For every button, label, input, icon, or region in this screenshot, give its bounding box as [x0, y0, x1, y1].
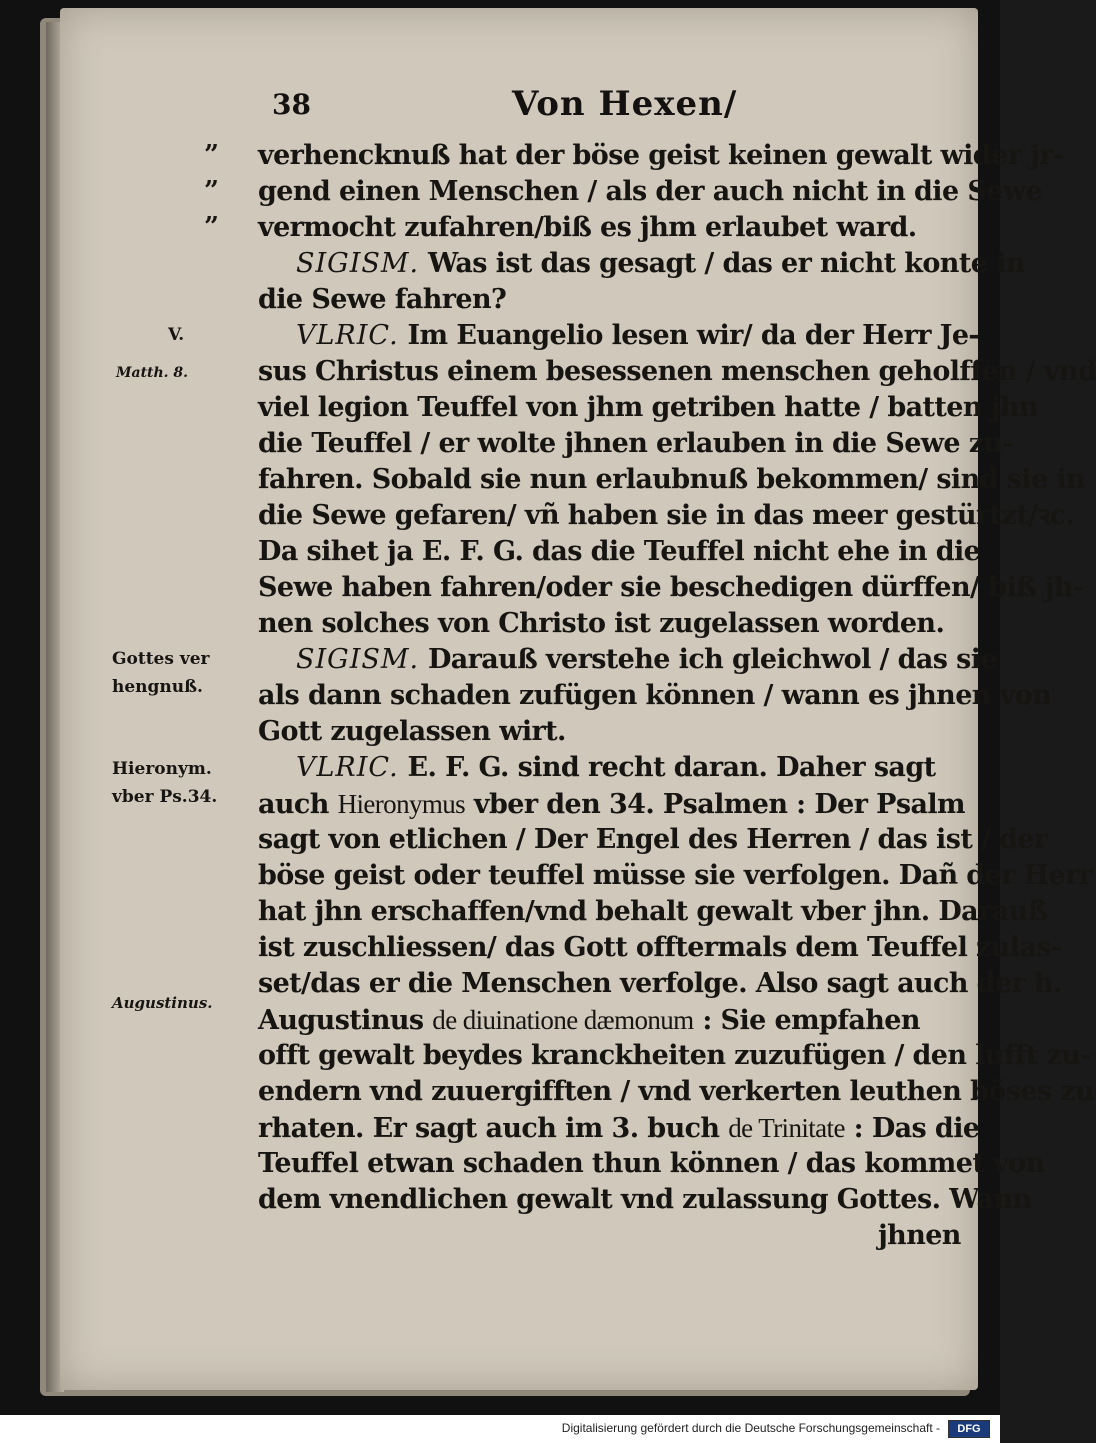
text-line: gend einen Menschen / als der auch nicht in die Sewe [258, 176, 1043, 207]
text-line [296, 750, 996, 786]
text-line: sagt von etlichen / Der Engel des Herren / das ist / der [258, 824, 1048, 855]
text-line: die Sewe gefaren/ vñ haben sie in das meer gestürtzt/ꝛc. [258, 500, 1075, 531]
margin-note-gottes-1: Gottes ver [112, 649, 210, 669]
text-line: sus Christus einem besessenen menschen geholffen / vnd [258, 356, 1096, 387]
footer-bar [0, 1415, 1000, 1443]
line-text: Augustinus [258, 1005, 424, 1036]
text-line: böse geist oder teuffel müsse sie verfolgen. Dañ der Herr [258, 860, 1093, 891]
speaker-sigism: SIGISM. [296, 644, 420, 675]
text-line: Teuffel etwan schaden thun können / das kommet von [258, 1148, 1045, 1179]
text-line [258, 786, 965, 822]
text-line: hat jhn erschaffen/vnd behalt gewalt vber jhn. Darauß [258, 896, 1048, 927]
quote-mark: ” [204, 176, 219, 206]
text-line: dem vnendlichen gewalt vnd zulassung Gottes. Wann [258, 1184, 1032, 1215]
text-line: set/das er die Menschen verfolge. Also sagt auch der h. [258, 968, 1062, 999]
text-line: die Sewe fahren? [258, 284, 507, 315]
text-line: als dann schaden zufügen können / wann es jhnen von [258, 680, 1052, 711]
margin-note-hieronym-2: vber Ps.34. [112, 787, 218, 807]
page-number: 38 [272, 88, 311, 121]
latin-text: de diuinatione dæmonum [432, 1005, 694, 1035]
catchword: jhnen [878, 1220, 961, 1251]
text-line [258, 1110, 980, 1146]
line-text: Was ist das gesagt / das er nicht konte in [427, 248, 1025, 279]
text-line: nen solches von Christo ist zugelassen worden. [258, 608, 945, 639]
margin-note-augustinus: Augustinus. [112, 994, 213, 1012]
line-text: : Das die [853, 1113, 980, 1144]
text-line: Sewe haben fahren/oder sie beschedigen dürffen/ biß jh- [258, 572, 1084, 603]
line-text: vber den 34. Psalmen : Der Psalm [473, 789, 965, 820]
quote-mark: ” [204, 140, 219, 170]
text-line [296, 318, 996, 354]
line-text: Im Euangelio lesen wir/ da der Herr Je- [407, 320, 980, 351]
page-header [272, 84, 952, 128]
margin-note-v: V. [168, 325, 185, 345]
text-line [296, 246, 1025, 282]
text-line: verhencknuß hat der böse geist keinen gewalt wider jr- [258, 140, 1064, 171]
margin-note-matth: Matth. 8. [116, 365, 189, 381]
text-line: vermocht zufahren/biß es jhm erlaubet ward. [258, 212, 917, 243]
text-line: viel legion Teuffel von jhm getriben hatte / batten jhn [258, 392, 1038, 423]
speaker-vlric: VLRIC. [296, 320, 399, 351]
text-line: ist zuschliessen/ das Gott offtermals dem Teuffel zulas- [258, 932, 1062, 963]
latin-text: Hieronymus [337, 789, 466, 819]
margin-note-hieronym-1: Hieronym. [112, 759, 212, 779]
footer-credit: Digitalisierung gefördert durch die Deutsche Forschungsgemeinschaft - [561, 1421, 940, 1435]
line-text: E. F. G. sind recht daran. Daher sagt [407, 752, 936, 783]
text-line: fahren. Sobald sie nun erlaubnuß bekommen/ sind sie in [258, 464, 1086, 495]
line-text: auch [258, 789, 329, 820]
line-text: rhaten. Er sagt auch im 3. buch [258, 1113, 720, 1144]
text-line [258, 1002, 958, 1038]
line-text: Darauß verstehe ich gleichwol / das sie [427, 644, 998, 675]
latin-text: de Trinitate [728, 1113, 845, 1143]
dfg-logo-icon: DFG [948, 1420, 990, 1438]
speaker-vlric: VLRIC. [296, 752, 399, 783]
quote-mark: ” [204, 212, 219, 242]
text-line: Da sihet ja E. F. G. das die Teuffel nicht ehe in die [258, 536, 981, 567]
speaker-sigism: SIGISM. [296, 248, 420, 279]
text-line: offt gewalt beydes kranckheiten zuzufügen / den lufft zu- [258, 1040, 1091, 1071]
running-head: Von Hexen/ [512, 84, 738, 124]
text-line: endern vnd zuuergifften / vnd verkerten leuthen böses zu [258, 1076, 1095, 1107]
text-line: die Teuffel / er wolte jhnen erlauben in die Sewe zu- [258, 428, 1014, 459]
text-line: Gott zugelassen wirt. [258, 716, 566, 747]
margin-note-gottes-2: hengnuß. [112, 677, 203, 697]
line-text: : Sie empfahen [702, 1005, 920, 1036]
text-line [296, 642, 996, 678]
